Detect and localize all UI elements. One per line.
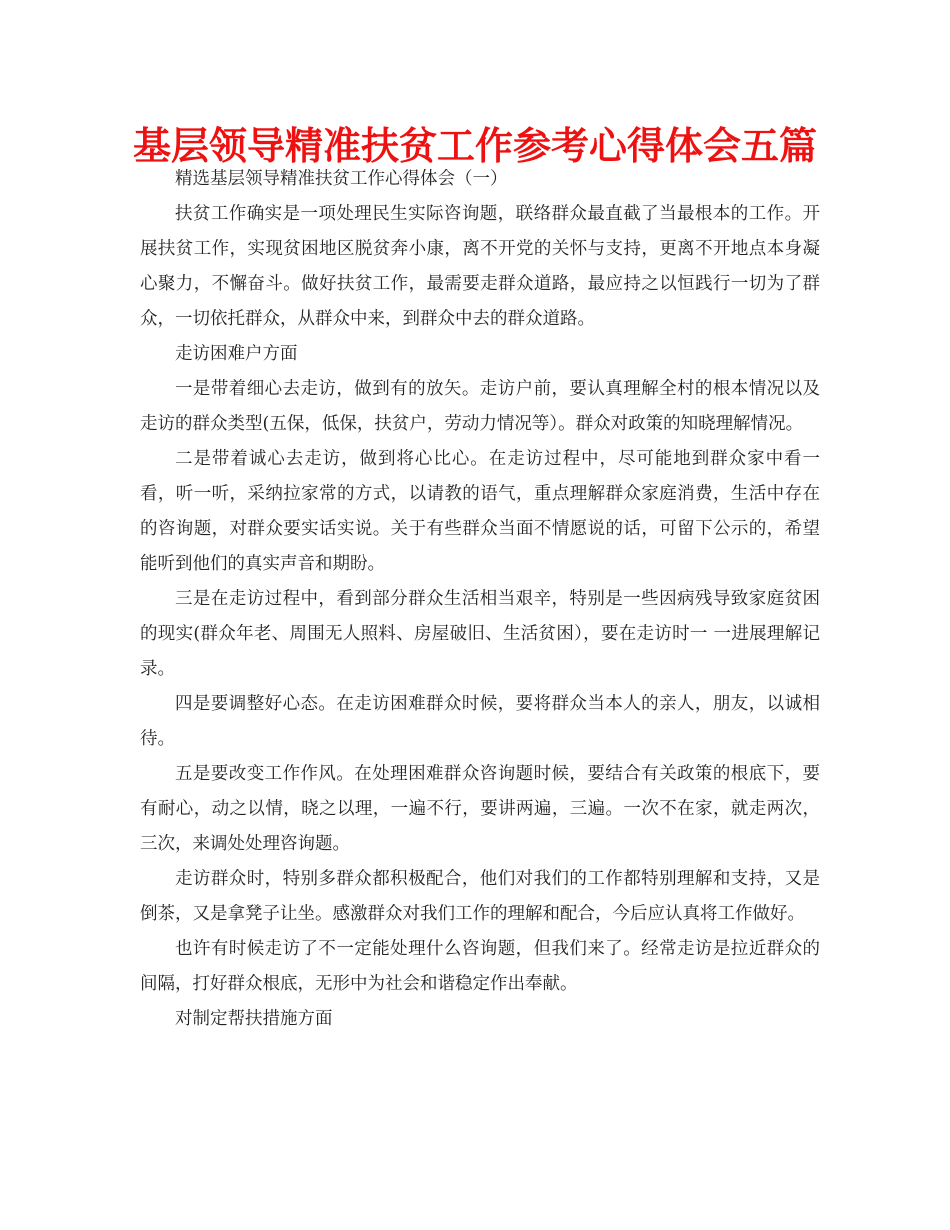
section-heading-visits: 走访困难户方面 — [175, 344, 298, 364]
paragraph-point-2: 二是带着诚心去走访，做到将心比心。在走访过程中，尽可能地到群众家中看一看，听一听，采纳拉家常的方式，以请教的语气，重点理解群众家庭消费，生活中存在的咨询题，对群众要实话实说。关于有些群众当面不情愿说的话，可留下公示的，希望能听到他们的真实声音和期盼。 — [140, 449, 820, 574]
paragraph-intro: 扶贫工作确实是一项处理民生实际咨询题，联络群众最直截了当最根本的工作。开展扶贫工作，实现贫困地区脱贫奔小康，离不开党的关怀与支持，更离不开地点本身凝心聚力，不懈奋斗。做好扶贫工作，最需要走群众道路，最应持之以恒践行一切为了群众，一切依托群众，从群众中来，到群众中去的群众道路。 — [140, 204, 820, 329]
section-heading-measures: 对制定帮扶措施方面 — [175, 1009, 333, 1029]
document-body — [140, 162, 820, 1037]
paragraph-point-1: 一是带着细心去走访，做到有的放矢。走访户前，要认真理解全村的根本情况以及走访的群众类型(五保，低保，扶贫户，劳动力情况等）。群众对政策的知晓理解情况。 — [140, 379, 820, 434]
paragraph-subtitle: 精选基层领导精准扶贫工作心得体会（一） — [175, 169, 508, 189]
paragraph-contribution: 也许有时候走访了不一定能处理什么咨询题，但我们来了。经常走访是拉近群众的间隔，打好群众根底，无形中为社会和谐稳定作出奉献。 — [140, 939, 820, 994]
paragraph-point-4: 四是要调整好心态。在走访困难群众时候，要将群众当本人的亲人，朋友，以诚相待。 — [140, 694, 820, 749]
paragraph-point-5: 五是要改变工作作风。在处理困难群众咨询题时候，要结合有关政策的根底下，要有耐心，动之以情，晓之以理，一遍不行，要讲两遍，三遍。一次不在家，就走两次，三次，来调处处理咨询题。 — [140, 764, 820, 854]
paragraph-point-3: 三是在走访过程中，看到部分群众生活相当艰辛，特别是一些因病残导致家庭贫困的现实(群众年老、周围无人照料、房屋破旧、生活贫困），要在走访时一 一进展理解记录。 — [140, 589, 820, 679]
document-title: 基层领导精准扶贫工作参考心得体会五篇 — [132, 123, 817, 168]
paragraph-cooperation: 走访群众时，特别多群众都积极配合，他们对我们的工作都特别理解和支持，又是倒茶，又是拿凳子让坐。感激群众对我们工作的理解和配合，今后应认真将工作做好。 — [140, 869, 820, 924]
